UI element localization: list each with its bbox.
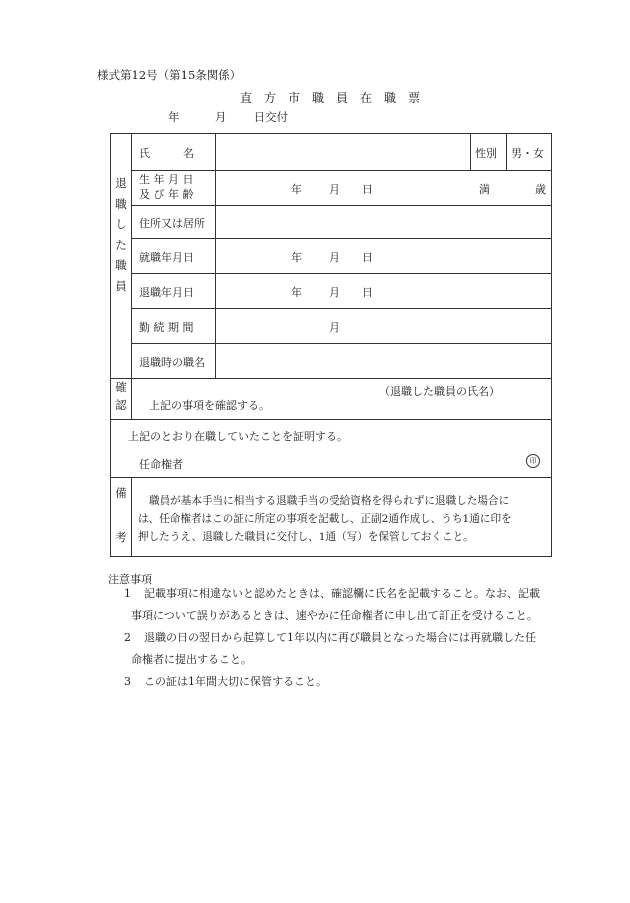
- divider: [131, 273, 552, 274]
- label-char: 退: [115, 176, 127, 190]
- divider: [131, 477, 132, 557]
- divider: [131, 238, 552, 239]
- note-line: 記載事項に相違ないと認めたときは、確認欄に氏名を記載すること。なお、記載: [144, 587, 540, 600]
- divider: [111, 378, 552, 379]
- label-char: 認: [115, 397, 127, 412]
- remarks-line: 押したうえ、退職した職員に交付し、1通（写）を保管しておくこと。: [138, 531, 474, 543]
- divider: [131, 378, 132, 419]
- remarks-line: は、任命権者はこの証に所定の事項を記載し、正副2通作成し、うち1通に印を: [138, 513, 512, 525]
- divider: [470, 134, 471, 170]
- label-char: 職: [115, 196, 127, 211]
- note-line: 事項について誤りがあるときは、速やかに任命権者に申し出て訂正を受けること。: [131, 609, 538, 622]
- label-char: 備: [115, 486, 127, 500]
- divider: [506, 134, 507, 170]
- note-number: 3: [124, 675, 131, 688]
- remarks-text: [138, 492, 512, 546]
- certificate-form: [110, 133, 552, 557]
- note-line: 命権者に提出すること。: [131, 653, 252, 666]
- birth-day[interactable]: 日: [362, 183, 373, 196]
- confirmation-label: [111, 382, 131, 411]
- remarks-label: [111, 488, 131, 543]
- name-label: 氏 名: [139, 147, 194, 160]
- note-item: [110, 627, 566, 671]
- issue-month: 月: [214, 110, 227, 124]
- birth-label-line1: 生 年 月 日: [139, 173, 194, 186]
- position-field[interactable]: [216, 344, 551, 377]
- age-prefix: 満: [479, 183, 490, 196]
- label-char: 員: [115, 278, 127, 293]
- certification-statement: 上記のとおり在職していたことを証明する。: [128, 430, 348, 443]
- retire-date-label: 退職年月日: [139, 286, 194, 299]
- note-line: 退職の日の翌日から起算して1年以内に再び職員となった場合には再就職した任: [144, 631, 536, 644]
- issue-date-line: [168, 109, 288, 125]
- notes-title: 注意事項: [108, 573, 152, 586]
- service-months[interactable]: 月: [329, 321, 340, 334]
- confirm-name-note: （退職した職員の氏名）: [379, 385, 500, 398]
- note-item: [110, 671, 566, 693]
- address-label: 住所又は居所: [139, 217, 205, 230]
- issue-year: 年: [168, 110, 180, 124]
- retiree-section-label: [111, 178, 131, 292]
- label-char: し: [115, 217, 127, 231]
- label-char: 職: [115, 258, 127, 272]
- divider: [131, 308, 552, 309]
- retire-month[interactable]: 月: [329, 286, 340, 299]
- confirm-statement: 上記の事項を確認する。: [149, 399, 270, 412]
- seal-mark: 印: [526, 454, 540, 468]
- divider: [111, 477, 552, 478]
- hire-date-label: 就職年月日: [139, 251, 194, 264]
- issue-day: 日交付: [253, 110, 289, 124]
- authority-label: 任命権者: [139, 458, 183, 471]
- divider: [131, 170, 552, 171]
- label-char: 考: [115, 529, 127, 544]
- gender-label: 性別: [475, 147, 497, 160]
- note-line: この証は1年間大切に保管すること。: [144, 675, 327, 688]
- birth-age-label: [139, 172, 194, 202]
- label-char: 確: [115, 380, 127, 394]
- position-label: 退職時の職名: [139, 356, 205, 369]
- page-title: 直 方 市 職 員 在 職 票: [240, 91, 421, 105]
- hire-year[interactable]: 年: [291, 251, 302, 264]
- retire-day[interactable]: 日: [362, 286, 373, 299]
- form-number: 様式第12号（第15条関係）: [97, 68, 242, 82]
- birth-month[interactable]: 月: [329, 183, 340, 196]
- age-unit[interactable]: 歳: [535, 183, 546, 196]
- address-field[interactable]: [216, 206, 551, 237]
- note-number: 1: [124, 587, 131, 600]
- retire-year[interactable]: 年: [291, 286, 302, 299]
- label-char: た: [115, 237, 127, 252]
- service-period-label: 勤 続 期 間: [139, 321, 194, 334]
- birth-year[interactable]: 年: [291, 183, 302, 196]
- birth-label-line2: 及 び 年 齢: [139, 188, 194, 201]
- divider: [111, 419, 552, 420]
- name-field[interactable]: [216, 135, 469, 169]
- remarks-line: 職員が基本手当に相当する退職手当の受給資格を得られずに退職した場合に: [149, 495, 510, 507]
- hire-month[interactable]: 月: [329, 251, 340, 264]
- gender-options[interactable]: 男・女: [511, 147, 544, 160]
- confirm-signature-field[interactable]: [371, 396, 547, 416]
- note-number: 2: [124, 631, 131, 644]
- hire-day[interactable]: 日: [362, 251, 373, 264]
- note-item: [110, 583, 566, 627]
